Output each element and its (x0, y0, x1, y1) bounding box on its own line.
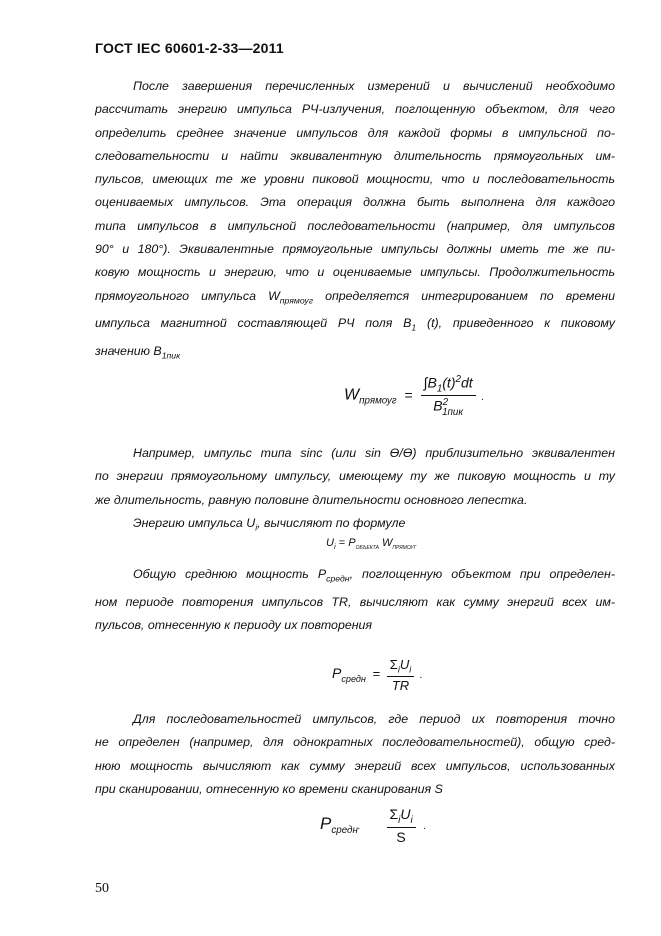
formula-pulse-energy: $U_i = P_{ОБЪЕКТА}$ $W_{ПРЯМОУГ}$ (326, 537, 417, 552)
formula3-fraction: $\frac{\Sigma_iU_i}{TR}$ (387, 657, 415, 693)
formula-average-power-scan: $P_{средн}$. $\frac{\Sigma_iU_i}{S}$ . (320, 806, 427, 845)
paragraph-pulse-energy: Энергию импульса $U_i$, вычисляют по формуле (133, 516, 406, 533)
paragraph-scan-sequences: Для последовательностей импульсов, где период их повторения точно не определен (например, для однократных последовательностей), общую сред- нюю мощность вычисляют как сумму энергий всех импульсов, использованных при сканировании, отнесенную ко времени сканирования S (95, 712, 615, 796)
document-header: ГОСТ IEC 60601-2-33—2011 (95, 40, 284, 56)
formula1-fraction: $\frac{\int B_1(t)^2dt}{B^2_{1пик}}$ (421, 374, 476, 418)
paragraph-sinc-example: Например, импульс типа sinc (или sin ϴ/ϴ) приблизительно эквивалентен по энергии прямоугольному импульсу, имеющему ту же пиковую мощность и ту же длительность, равную половине длительности основного лепестка. (95, 446, 615, 507)
page-number: 50 (95, 881, 109, 896)
formula-average-power-tr: $P_{средн}$ = $\frac{\Sigma_iU_i}{TR}$ . (332, 657, 423, 693)
formula-w-rectangular: $W_{прямоуг}$ = $\frac{\int B_1(t)^2dt}{B^2_{1пик}}$ . (344, 374, 485, 418)
paragraph-average-power: Общую среднюю мощность $P_{средн}$, поглощенную объектом при определен- ном периоде повторения импульсов TR, вычисляют как сумму энергий всех им- пульсов, отнесенную к периоду их повторения (95, 567, 616, 633)
paragraph-energy-calculation: После завершения перечисленных измерений и вычислений необходимо рассчитать энергию импульса РЧ-излучения, поглощенную объектом, для чего определить среднее значение импульсов для каждой формы в импульсной по- следовательности и найти эквивалентную длительность прямоугольных им- пульсов, имеющих те же уровни пиковой мощности, что и последовательность оцениваемых импульсов. Эта операция должна быть выполнена для каждого типа импульсов в импульсной последовательности (например, для импульсов 90° и 180°). Эквивалентные прямоугольные импульсы должны иметь те же пи- ковую мощность и энергию, что и оцениваемые импульсы. Продолжительность прямоугольного импульса $W_{прямоуг}$ определяется интегрированием по времени импульса магнитной составляющей РЧ поля $B_1$ (t), приведенного к пиковому значению $B_{1пик}$ (95, 79, 615, 361)
formula4-fraction: $\frac{\Sigma_iU_i}{S}$ (387, 806, 416, 845)
